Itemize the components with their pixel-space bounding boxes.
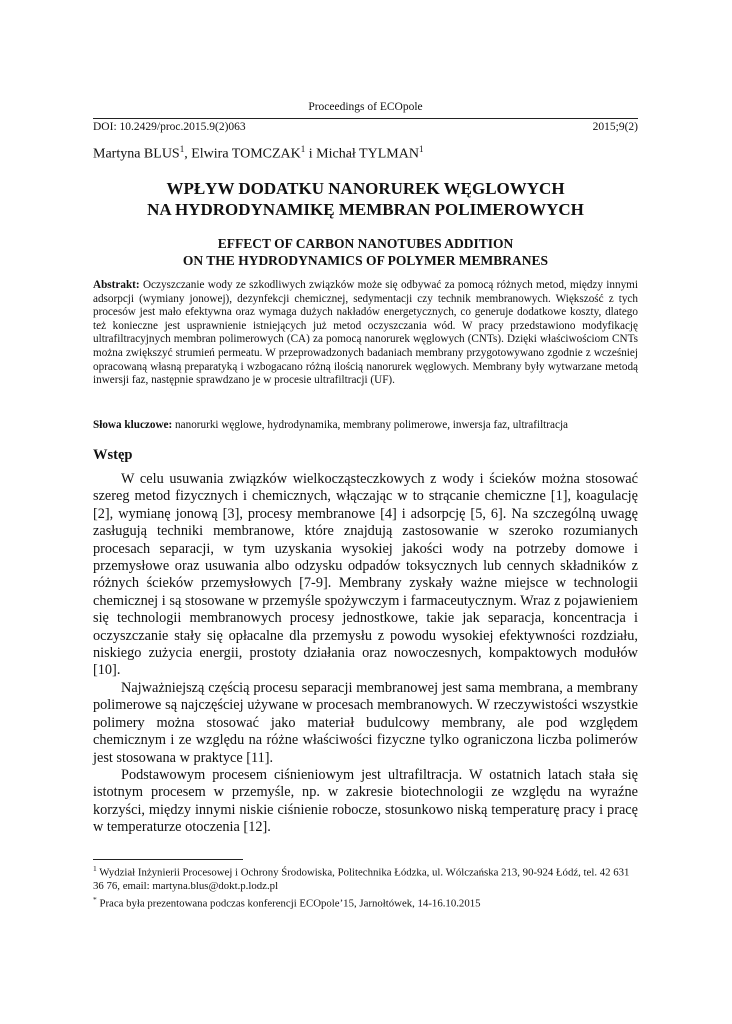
footnote-mark: * [93,894,97,904]
paragraph: W celu usuwania związków wielkocząsteczkowych z wody i ścieków można stosować szereg metod fizycznych i chemicznych, włączając w to strącanie chemiczne [1], koagulację [2], wymianę jonową [3], procesy membranowe [4] i adsorpcję [5, 6]. Na szczególną uwagę zasługują techniki membranowe, które znajdują zastosowanie w szeroko rozumianych procesach separacji, w tym uzyskania wysokiej jakości wody na potrzeby domowe i przemysłowe oraz usuwania albo odzysku odpadów toksycznych lub cennych składników z różnych ścieków przemysłowych [7-9]. Membrany zyskały ważne miejsce w technologii chemicznej i są stosowane w przemyśle spożywczym i farmaceutycznym. Wraz z pojawieniem się technologii membranowych procesy jednostkowe, takie jak separacja, koncentracja i oczyszczanie stały się opłacalne dla przemysłu z powodu wysokiej efektywności rozdziału, niskiego zużycia energii, prostoty działania oraz nowoczesnych, kompaktowych modułów [10]. [93,471,638,679]
body-text [93,471,638,837]
journal-name: Proceedings of ECOpole [308,101,423,113]
footnote-mark: 1 [93,864,97,873]
footnotes [93,862,638,910]
affiliation-mark: 1 [418,144,424,154]
author-separator: i [305,146,317,162]
footnote-text: Wydział Inżynierii Procesowej i Ochrony Środowiska, Politechnika Łódzka, ul. Wólczańska 213, 90-924 Łódź, tel. 42 631 36 76, email: martyna.blus@dokt.p.lodz.pl [93,866,630,892]
footnote [93,893,638,911]
footnote [93,862,638,893]
abstract-text: Oczyszczanie wody ze szkodliwych związków może się odbywać za pomocą różnych metod, między innymi adsorpcji (wymiany jonowej), dezynfekcji chemicznej, sedymentacji czy technik membranowych. Większość z tych procesów jest mało efektywna oraz wymaga dużych nakładów energetycznych, co generuje dodatkowe koszty, dlatego też konieczne jest usprawnienie istniejących już metod oczyszczania wód. W pracy przedstawiono modyfikację ultrafiltracyjnych membran polimerowych (CA) za pomocą nanorurek węglowych (CNTs). Dzięki właściwościom CNTs można zwiększyć strumień permeatu. W przeprowadzonych badaniach membrany przygotowywano zgodnie z wcześniej opracowaną własną preparatyką i wzbogacano różną ilością nanorurek węglowych. Membrany były wytwarzane metodą inwersji faz, następnie sprawdzano je w procesie ultrafiltracji (UF). [93,279,638,387]
affiliation-mark: 1 [300,144,306,154]
abstract [93,279,638,388]
title-line: ON THE HYDRODYNAMICS OF POLYMER MEMBRANES [182,253,549,268]
title-line: NA HYDRODYNAMIKĘ MEMBRAN POLIMEROWYCH [147,200,584,219]
keywords-text: nanorurki węglowe, hydrodynamika, membrany polimerowe, inwersja faz, ultrafiltracja [172,419,569,431]
abstract-label: Abstrakt: [93,279,140,291]
title-line: WPŁYW DODATKU NANORUREK WĘGLOWYCH [166,179,565,198]
keywords-label: Słowa kluczowe: [93,419,173,431]
affiliation-mark: 1 [179,144,185,154]
volume-issue: 2015;9(2) [592,121,638,133]
author-name: Elwira TOMCZAK [191,146,301,162]
keywords [93,419,638,431]
title-polish [93,178,638,220]
section-heading: Wstęp [93,447,133,463]
title-line: EFFECT OF CARBON NANOTUBES ADDITION [217,236,514,251]
author-separator: , [184,146,192,162]
footnote-text: Praca była prezentowana podczas konferencji ECOpole’15, Jarnołtówek, 14-16.10.2015 [96,897,481,910]
title-english [93,235,638,269]
paragraph: Podstawowym procesem ciśnieniowym jest ultrafiltracja. W ostatnich latach stała się istotnym procesem w przemyśle, np. w zakresie biotechnologii ze względu na wyraźne korzyści, między innymi niskie ciśnienie robocze, stosunkowo niską temperaturę pracy i pracę w temperaturze otoczenia [12]. [93,766,638,836]
footnote-divider [93,859,243,860]
author-name: Michał TYLMAN [316,146,419,162]
authors [93,144,423,163]
paragraph: Najważniejszą częścią procesu separacji membranowej jest sama membrana, a membrany polimerowe są najczęściej używane w procesach membranowych. W rzeczywistości wszystkie polimery można stosować jako materiał budulcowy membrany, ale pod względem chemicznym i ze względu na różne właściwości fizyczne tylko ograniczona liczba polimerów jest stosowana w praktyce [11]. [93,679,638,766]
doi-line [93,118,638,133]
author-name: Martyna BLUS [93,146,180,162]
doi: DOI: 10.2429/proc.2015.9(2)063 [93,121,246,133]
